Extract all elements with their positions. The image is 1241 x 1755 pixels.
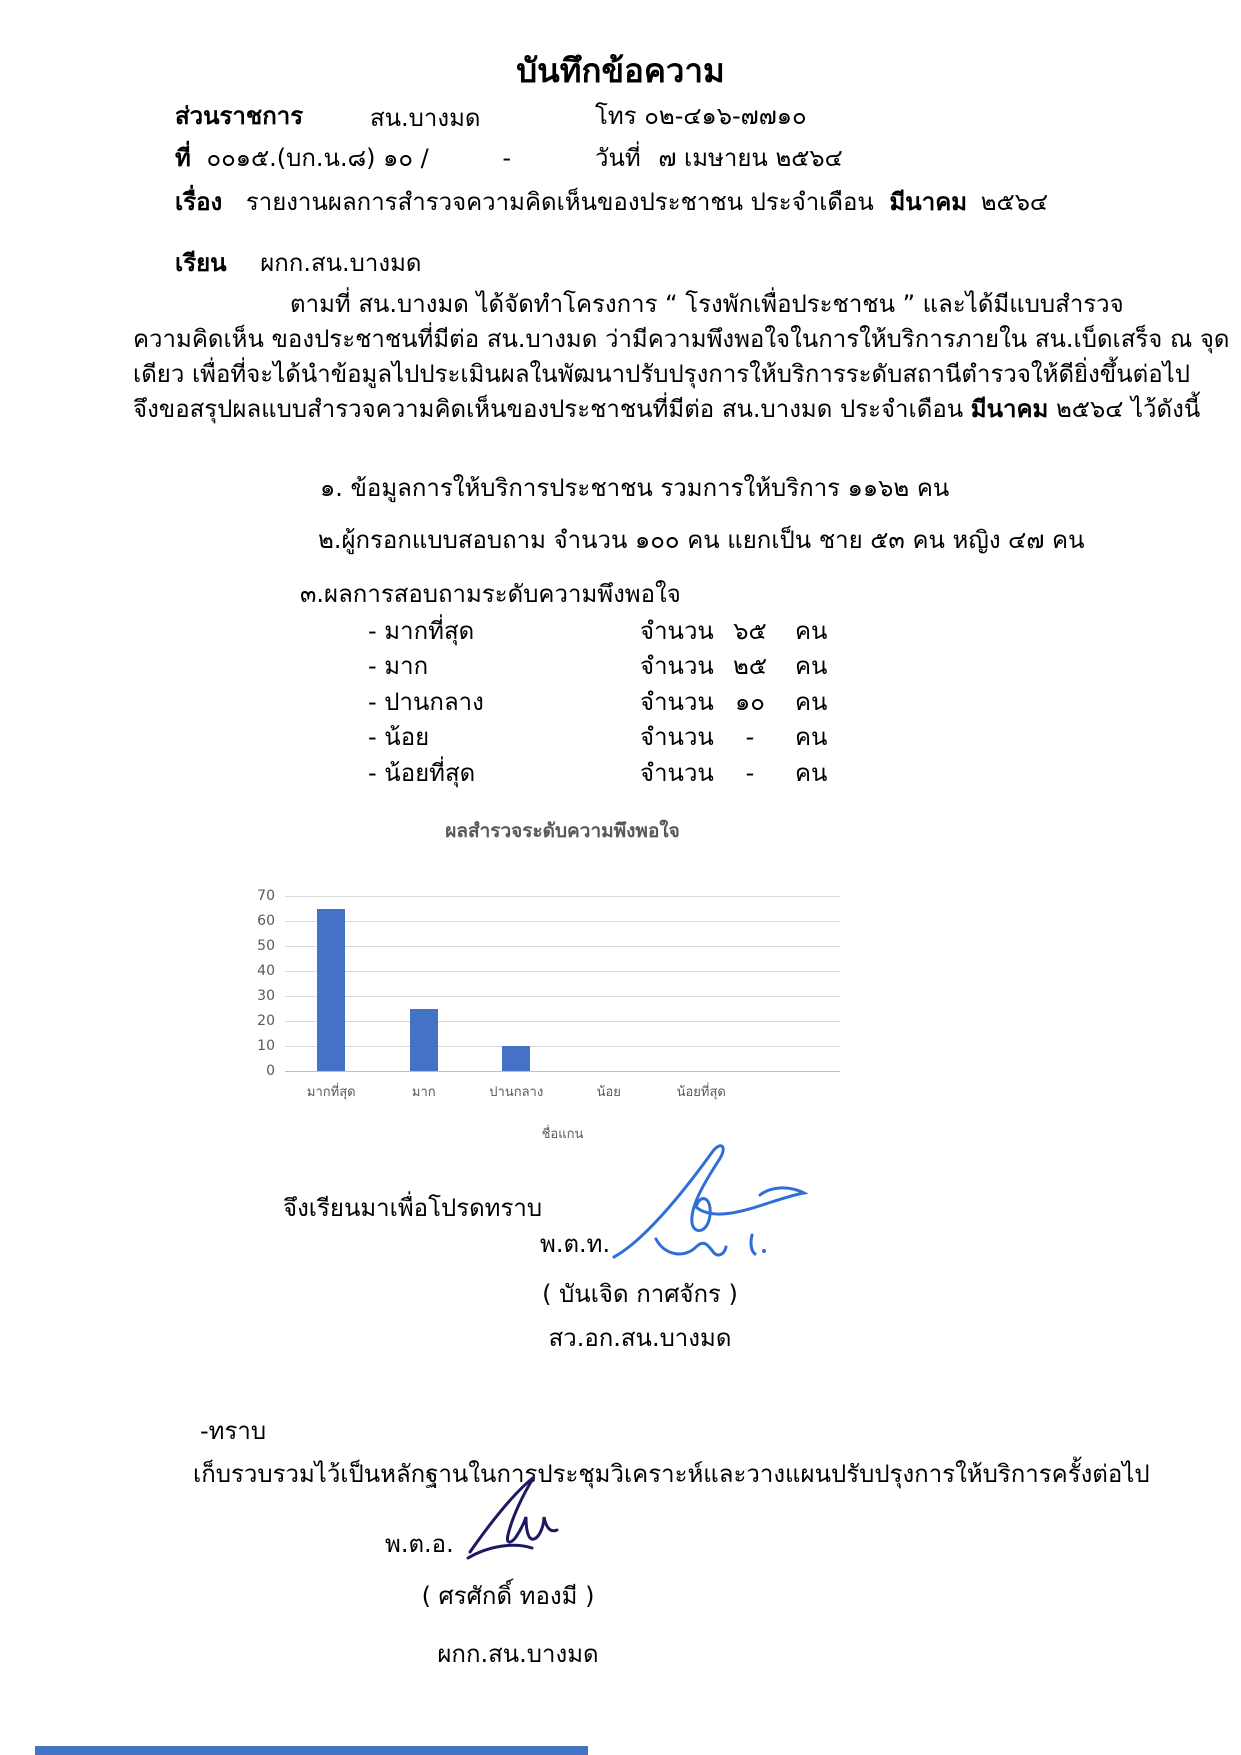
count-value: - [745,759,755,787]
chart-xtick-label: น้อย [596,1085,621,1100]
memo-title: บันทึกข้อความ [516,51,725,90]
list-item-3: ๓.ผลการสอบถามระดับความพึงพอใจ [300,580,681,608]
chart-gridline [285,996,840,997]
signer-1-name: ( บันเจิด กาศจักร ) [542,1280,738,1308]
satisfaction-label: - น้อยที่สุด [368,759,476,787]
chart-ytick-label: 20 [257,1013,275,1029]
signer-2-rank: พ.ต.อ. [385,1530,454,1558]
count-label: จำนวน [640,688,714,716]
count-label: จำนวน [640,723,714,751]
chart-x-axis-title: ชื่อแกน [541,1127,584,1142]
satisfaction-label: - ปานกลาง [368,688,484,716]
ref-number-blank: - [502,144,512,172]
count-unit: คน [795,759,828,787]
body-line-3: เดียว เพื่อที่จะได้นำข้อมูลไปประเมินผลในพัฒนาปรับปรุงการให้บริการระดับสถานีตำรวจให้ดียิ่งขึ้นต่อไป [133,360,1190,388]
count-label: จำนวน [640,617,714,645]
body-line-4-month: มีนาคม [970,395,1049,423]
signer-1-position: สว.อก.สน.บางมด [548,1324,732,1352]
date-row [595,142,843,174]
body-line-4 [133,393,1200,425]
department-label: ส่วนราชการ [175,102,304,130]
chart-gridline [285,1071,840,1072]
chart-gridline [285,946,840,947]
chart-xtick-label: น้อยที่สุด [676,1085,726,1100]
chart-ytick-label: 40 [257,963,275,979]
bottom-accent-bar [35,1746,588,1755]
phone-number: โทร ๐๒-๔๑๖-๗๗๑๐ [595,102,807,130]
chart-xtick-label: ปานกลาง [489,1085,544,1100]
to-row [175,247,421,279]
chart-xtick-label: มากที่สุด [306,1085,356,1100]
count-unit: คน [795,652,828,680]
chart-xtick-label: มาก [411,1085,436,1100]
satisfaction-label: - น้อย [368,723,430,751]
count-value: ๖๕ [733,617,767,645]
count-unit: คน [795,723,828,751]
chart-ytick-label: 50 [257,938,275,954]
count-label: จำนวน [640,652,714,680]
chart-ytick-label: 60 [257,913,275,929]
satisfaction-label: - มาก [368,652,429,680]
signature-1-image [600,1135,815,1275]
ref-number-value: ๐๐๑๕.(บก.น.๘) ๑๐ / [206,144,429,172]
chart-title: ผลสำรวจระดับความพึงพอใจ [445,820,680,842]
satisfaction-bar-chart [240,808,920,1158]
body-line-2: ความคิดเห็น ของประชาชนที่มีต่อ สน.บางมด ว่ามีความพึงพอใจในการให้บริการภายใน สน.เบ็ดเสร็จ ณ จุด [133,325,1230,353]
count-unit: คน [795,688,828,716]
subject-label: เรื่อง [175,188,223,216]
chart-ytick-label: 10 [257,1038,275,1054]
signature-2-image [462,1472,572,1577]
department-value: สน.บางมด [370,104,481,132]
count-value: ๒๕ [733,652,767,680]
chart-ytick-label: 70 [257,888,275,904]
body-line-4-prefix: จึงขอสรุปผลแบบสำรวจความคิดเห็นของประชาชนที่มีต่อ สน.บางมด ประจำเดือน [133,395,971,423]
subject-text: รายงานผลการสำรวจความคิดเห็นของประชาชน ประจำเดือน [245,188,874,216]
subject-row [175,186,1048,218]
body-line-4-suffix: ๒๕๖๔ ไว้ดังนี้ [1048,395,1201,423]
signer-2-name: ( ศรศักดิ์ ทองมี ) [421,1582,595,1610]
chart-bar-0 [317,909,345,1072]
date-label: วันที่ [595,144,641,172]
chart-gridline [285,1046,840,1047]
list-item-1: ๑. ข้อมูลการให้บริการประชาชน รวมการให้บริการ ๑๑๖๒ คน [320,474,950,502]
chart-gridline [285,921,840,922]
body-line-1: ตามที่ สน.บางมด ได้จัดทำโครงการ “ โรงพักเพื่อประชาชน ” และได้มีแบบสำรวจ [290,290,1124,318]
to-label: เรียน [175,249,227,277]
subject-month: มีนาคม [889,188,968,216]
ref-number-row [175,142,511,174]
acknowledgement-note: -ทราบ [200,1417,267,1445]
ref-number-label: ที่ [175,144,191,172]
signer-2-position: ผกก.สน.บางมด [437,1640,599,1668]
chart-gridline [285,896,840,897]
to-value: ผกก.สน.บางมด [260,249,422,277]
count-value: ๑๐ [735,688,765,716]
closing-statement: จึงเรียนมาเพื่อโปรดทราบ [283,1194,543,1222]
chart-gridline [285,1021,840,1022]
chart-bar-1 [410,1009,438,1072]
acknowledgement-instruction: เก็บรวบรวมไว้เป็นหลักฐานในการประชุมวิเคราะห์และวางแผนปรับปรุงการให้บริการครั้งต่อไป [193,1460,1150,1488]
chart-bar-2 [502,1046,530,1071]
chart-ytick-label: 30 [257,988,275,1004]
list-item-2: ๒.ผู้กรอกแบบสอบถาม จำนวน ๑๐๐ คน แยกเป็น ชาย ๕๓ คน หญิง ๔๗ คน [318,526,1085,554]
satisfaction-label: - มากที่สุด [368,617,475,645]
count-value: - [745,723,755,751]
chart-gridline [285,971,840,972]
count-label: จำนวน [640,759,714,787]
subject-year: ๒๕๖๔ [980,188,1049,216]
signer-1-rank: พ.ต.ท. [540,1230,611,1258]
date-value: ๗ เมษายน ๒๕๖๔ [658,144,843,172]
count-unit: คน [795,617,828,645]
chart-ytick-label: 0 [266,1063,275,1079]
